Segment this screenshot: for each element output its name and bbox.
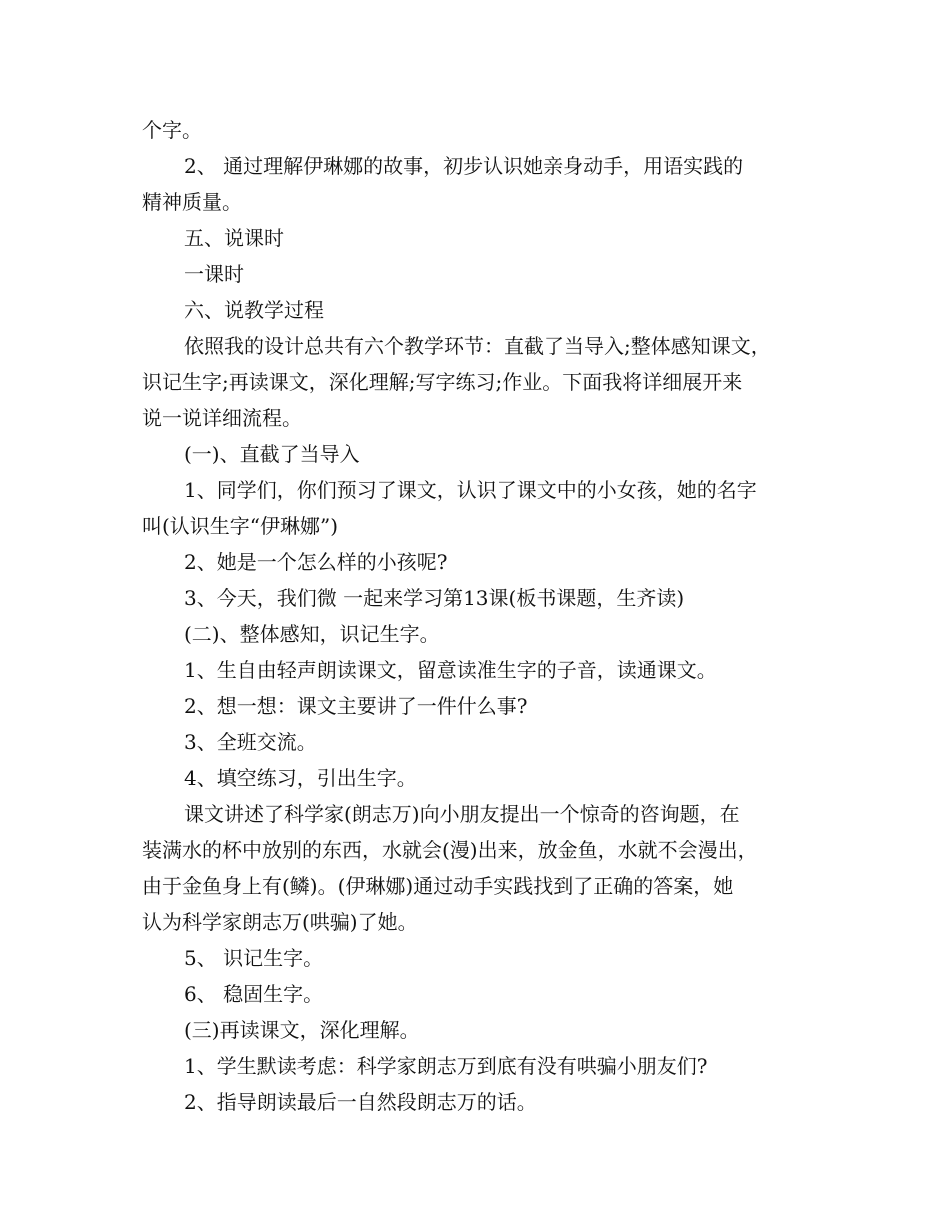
text-line: 3、全班交流。 — [184, 730, 317, 754]
text-line: 1、学生默读考虑：科学家朗志万到底有没有哄骗小朋友们? — [184, 1054, 708, 1078]
text-line: 4、填空练习，引出生字。 — [184, 766, 417, 790]
text-line: 依照我的设计总共有六个教学环节：直截了当导入;整体感知课文， — [184, 334, 771, 358]
text-line: 2、想一想：课文主要讲了一件什么事? — [184, 694, 528, 718]
text-line: 课文讲述了科学家(朗志万)向小朋友提出一个惊奇的咨询题，在 — [184, 802, 740, 826]
text-line: 2、 通过理解伊琳娜的故事，初步认识她亲身动手，用语实践的 — [184, 154, 744, 178]
text-line: 2、指导朗读最后一自然段朗志万的话。 — [184, 1090, 537, 1114]
section-heading: 六、说教学过程 — [184, 298, 324, 322]
text-line: 一课时 — [184, 262, 244, 286]
text-line: 认为科学家朗志万(哄骗)了她。 — [142, 910, 418, 934]
text-line: 说一说详细流程。 — [142, 406, 302, 430]
subsection-heading: (二)、整体感知，识记生字。 — [184, 622, 440, 646]
text-line: 识记生字;再读课文，深化理解;写字练习;作业。下面我将详细展开来 — [142, 370, 743, 394]
subsection-heading: (三)再读课文，深化理解。 — [184, 1018, 420, 1042]
text-line: 个字。 — [142, 118, 202, 142]
text-line: 1、生自由轻声朗读课文，留意读准生字的子音，读通课文。 — [184, 658, 717, 682]
text-line: 由于金鱼身上有(鳞)。(伊琳娜)通过动手实践找到了正确的答案，她 — [142, 874, 734, 898]
text-line: 3、今天，我们微 一起来学习第13课(板书课题，生齐读) — [184, 586, 685, 610]
text-line: 2、她是一个怎么样的小孩呢? — [184, 550, 448, 574]
text-line: 叫(认识生字“伊琳娜”) — [142, 514, 339, 538]
text-line: 5、 识记生字。 — [184, 946, 324, 970]
text-line: 1、同学们，你们预习了课文，认识了课文中的小女孩，她的名字 — [184, 478, 757, 502]
text-line: 装满水的杯中放别的东西，水就会(漫)出来，放金鱼，水就不会漫出， — [142, 838, 758, 862]
text-line: 精神质量。 — [142, 190, 242, 214]
section-heading: 五、说课时 — [184, 226, 284, 250]
text-line: 6、 稳固生字。 — [184, 982, 324, 1006]
subsection-heading: (一)、直截了当导入 — [184, 442, 360, 466]
